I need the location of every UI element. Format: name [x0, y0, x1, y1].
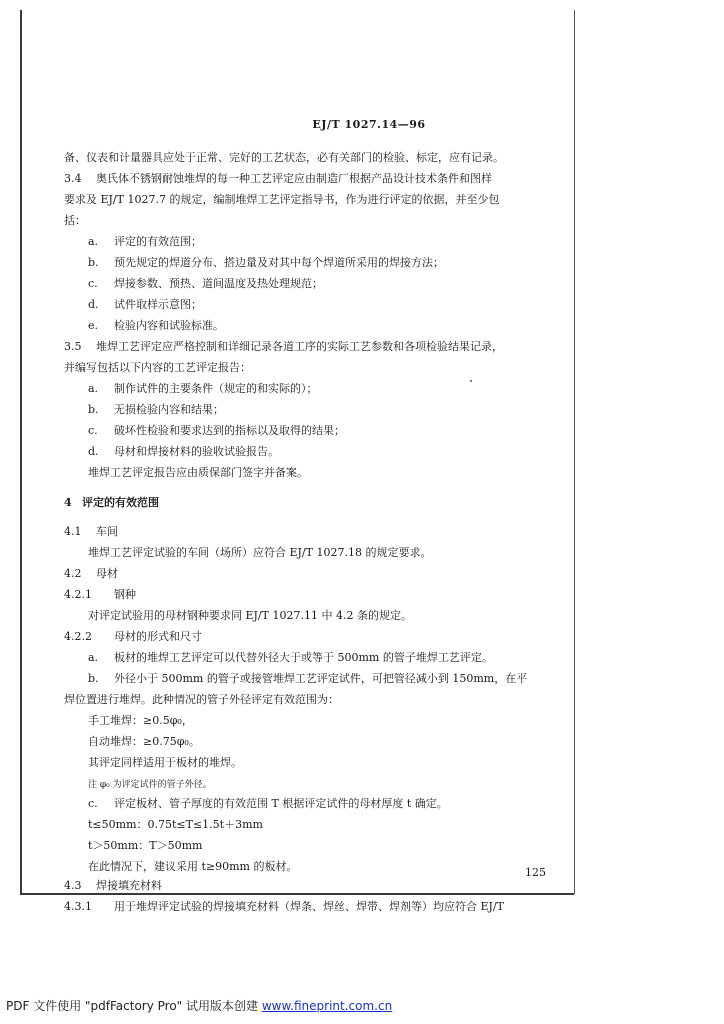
section-4-heading	[64, 496, 159, 510]
list-letter: a.	[88, 235, 99, 248]
list-text: 评定板材、管子厚度的有效范围 T 根据评定试件的母材厚度 t 确定。	[114, 797, 448, 810]
list-text: 板材的堆焊工艺评定可以代替外径大于或等于 500mm 的管子堆焊工艺评定。	[114, 651, 493, 664]
thickness-formula-1: t≤50mm：0.75t≤T≤1.5t＋3mm	[88, 818, 263, 831]
section-title: 评定的有效范围	[82, 496, 159, 509]
body-line-11: 并编写包括以下内容的工艺评定报告：	[64, 361, 251, 374]
list-text: 焊接参数、预热、道间温度及热处理规范；	[114, 277, 323, 290]
thickness-formula-2: t＞50mm：T＞50mm	[88, 839, 203, 852]
clause-4-3-1-line	[64, 900, 504, 914]
section-number: 4	[64, 496, 72, 509]
clause-4-1-heading	[64, 525, 118, 539]
clause-number: 4.3	[64, 879, 82, 892]
body-line-18: 对评定试验用的母材钢种要求同 EJ/T 1027.11 中 4.2 条的规定。	[88, 609, 412, 622]
footer-link[interactable]: www.fineprint.com.cn	[261, 999, 393, 1013]
list-letter: a.	[88, 382, 99, 395]
clause-number: 4.3.1	[64, 900, 92, 913]
list-letter: b.	[88, 672, 99, 685]
list-item-e	[88, 319, 224, 333]
list-text: 无损检验内容和结果；	[114, 403, 224, 416]
form-item-c	[88, 797, 448, 811]
list-letter: c.	[88, 424, 98, 437]
clause-number: 3.5	[64, 340, 82, 353]
body-line-29: 在此情况下，建议采用 t≥90mm 的板材。	[88, 860, 298, 873]
clause-number: 4.2.2	[64, 630, 92, 643]
page-number: 125	[525, 866, 546, 879]
list-text: 破坏性检验和要求达到的指标以及取得的结果；	[114, 424, 345, 437]
clause-4-2-heading	[64, 567, 118, 581]
clause-4-2-2-heading	[64, 630, 202, 644]
clause-text: 用于堆焊评定试验的焊接填充材料（焊条、焊丝、焊带、焊剂等）均应符合 EJ/T	[114, 900, 504, 913]
body-line-24: 其评定同样适用于板材的堆焊。	[88, 756, 242, 769]
clause-number: 4.2	[64, 567, 82, 580]
list-item-a	[88, 235, 202, 249]
clause-title: 母材	[96, 567, 118, 580]
clause-text: 奥氏体不锈钢耐蚀堆焊的每一种工艺评定应由制造厂根据产品设计技术条件和图样	[96, 172, 492, 185]
list-item-c	[88, 277, 323, 291]
report-item-c	[88, 424, 345, 438]
list-letter: b.	[88, 403, 99, 416]
body-line-4: 括：	[64, 214, 86, 227]
manual-range-line: 手工堆焊：≥0.5φ₀，	[88, 714, 193, 727]
scan-speck	[470, 380, 472, 382]
list-text: 评定的有效范围；	[114, 235, 202, 248]
report-item-a	[88, 382, 318, 396]
clause-title: 焊接填充材料	[96, 879, 162, 892]
footer-text: PDF 文件使用 "pdfFactory Pro" 试用版本创建	[6, 999, 259, 1013]
clause-4-2-1-heading	[64, 588, 136, 602]
list-letter: d.	[88, 298, 99, 311]
clause-3-5-line	[64, 340, 503, 354]
list-letter: c.	[88, 797, 98, 810]
list-letter: a.	[88, 651, 99, 664]
clause-number: 3.4	[64, 172, 82, 185]
list-letter: b.	[88, 256, 99, 269]
form-item-a	[88, 651, 493, 665]
note-line: 注 φ₀ 为评定试件的管子外径。	[88, 780, 212, 790]
right-border-line	[574, 10, 575, 894]
body-line-16: 堆焊工艺评定报告应由质保部门签字并备案。	[88, 466, 308, 479]
form-item-b	[88, 672, 527, 686]
list-letter: e.	[88, 319, 99, 332]
clause-text: 堆焊工艺评定应严格控制和详细记录各道工序的实际工艺参数和各项检验结果记录，	[96, 340, 503, 353]
body-line-17: 堆焊工艺评定试验的车间（场所）应符合 EJ/T 1027.18 的规定要求。	[88, 546, 432, 559]
list-text: 预先规定的焊道分布、搭边量及对其中每个焊道所采用的焊接方法；	[114, 256, 444, 269]
list-text: 外径小于 500mm 的管子或接管堆焊工艺评定试件，可把管径减小到 150mm，在平	[114, 672, 528, 685]
clause-title: 母材的形式和尺寸	[114, 630, 202, 643]
pdf-watermark-footer	[6, 997, 392, 1014]
report-item-d	[88, 445, 279, 459]
body-line-1: 备、仪表和计量器具应处于正常、完好的工艺状态，必有关部门的检验、标定，应有记录。	[64, 151, 504, 164]
clause-number: 4.1	[64, 525, 82, 538]
left-border-line	[20, 10, 22, 895]
report-item-b	[88, 403, 224, 417]
list-text: 试件取样示意图；	[114, 298, 202, 311]
clause-title: 钢种	[114, 588, 136, 601]
body-line-21: 焊位置进行堆焊。此种情况的管子外径评定有效范围为：	[64, 693, 339, 706]
body-line-3: 要求及 EJ/T 1027.7 的规定，编制堆焊工艺评定指导书，作为进行评定的依据，并至少包	[64, 193, 500, 206]
list-item-b	[88, 256, 444, 270]
list-letter: c.	[88, 277, 98, 290]
clause-title: 车间	[96, 525, 118, 538]
list-text: 检验内容和试验标准。	[114, 319, 224, 332]
clause-3-4-line	[64, 172, 492, 186]
list-text: 母材和焊接材料的验收试验报告。	[114, 445, 279, 458]
bottom-border-line	[22, 893, 574, 895]
auto-range-line: 自动堆焊：≥0.75φ₀。	[88, 735, 200, 748]
clause-number: 4.2.1	[64, 588, 92, 601]
running-header: EJ/T 1027.14—96	[312, 118, 426, 131]
clause-4-3-heading	[64, 879, 162, 893]
list-text: 制作试件的主要条件（规定的和实际的）；	[114, 382, 318, 395]
list-letter: d.	[88, 445, 99, 458]
list-item-d	[88, 298, 202, 312]
